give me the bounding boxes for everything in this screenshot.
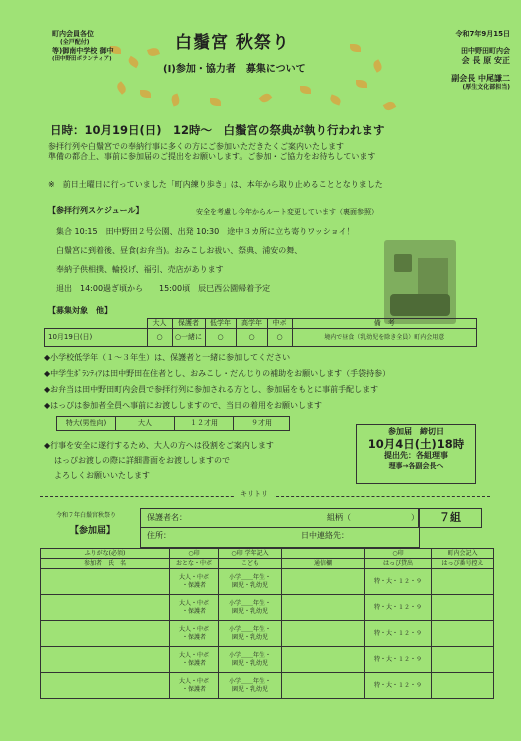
- cut-line-label: キリトリ: [234, 490, 274, 499]
- guardian-label: 保護者名：: [147, 513, 187, 522]
- adult-type-cell[interactable]: 大人・中ボ ・保護者: [170, 673, 219, 699]
- schedule-line: 集合 10:15 田中野田２号公園、出発 10:30 途中３カ所に立ち寄りワッショイ！: [56, 227, 355, 236]
- recruit-heading: 【募集対象 他】: [48, 306, 112, 315]
- closing-line: はっぴお渡しの際に詳細書面をお渡ししますので: [54, 456, 230, 465]
- schedule-line: 退出 14:00過ぎ頃から 15:00頃 辰巳西公園帰着予定: [56, 284, 271, 293]
- table-row: [41, 569, 494, 595]
- adult-type-cell[interactable]: 大人・中ボ ・保護者: [170, 621, 219, 647]
- comment-cell[interactable]: [282, 569, 365, 595]
- child-grade-cell[interactable]: 小学＿＿年生・ 園児・乳幼児: [219, 569, 282, 595]
- happi-size-cell[interactable]: 特・大・１２・９: [365, 673, 432, 699]
- table-row: [41, 621, 494, 647]
- recruit-table: [44, 318, 477, 347]
- name-input-cell[interactable]: [41, 621, 170, 647]
- adult-type-cell[interactable]: 大人・中ボ ・保護者: [170, 569, 219, 595]
- intro-line: 参拝行列や白鬚宮での奉納行事に多くの方にご参加いただきたくご案内いたします: [48, 142, 344, 151]
- size-cell: ９才用: [234, 417, 290, 431]
- organization-name: 田中野田町内会: [461, 47, 510, 56]
- column-header: 参加者 氏 名: [41, 559, 170, 569]
- issuer-block: [410, 30, 510, 91]
- happi-number-cell: [432, 569, 494, 595]
- page-subtitle: (Ⅰ)参加・協力者 募集について: [163, 64, 306, 75]
- column-header: はっぴ貸出: [365, 559, 432, 569]
- column-header: 高学年: [236, 319, 267, 329]
- note-item: ◆お弁当は田中野田町内会員で参拝行列に参加される方とし、参加届をもとに事前手配します: [44, 385, 379, 394]
- comment-cell[interactable]: [282, 673, 365, 699]
- table-row: [41, 647, 494, 673]
- phone-label: 日中連絡先：: [301, 531, 349, 540]
- note-item: ◆はっぴは参加者全員へ事前にお渡ししますので、当日の着用をお願いします: [44, 401, 322, 410]
- column-header: 低学年: [205, 319, 236, 329]
- note-item: ◆中学生ﾎﾞﾗﾝﾃｨｱは田中野田在住者とし、おみこし・だんじりの補助をお願いします（手袋持参）: [44, 369, 391, 378]
- size-cell: 特大(男性向): [57, 417, 116, 431]
- column-header: [282, 549, 365, 559]
- child-grade-cell[interactable]: 小学＿＿年生・ 園児・乳幼児: [219, 621, 282, 647]
- comment-cell[interactable]: [282, 621, 365, 647]
- comment-cell[interactable]: [282, 595, 365, 621]
- page-title: 白鬚宮 秋祭り: [175, 33, 290, 53]
- column-header: ○印: [170, 549, 219, 559]
- column-header: はっぴ番号控え: [432, 559, 494, 569]
- schedule-list: [56, 222, 426, 298]
- size-cell: １２才用: [175, 417, 234, 431]
- schedule-line: 白鬚宮に到着後、昼食(お弁当)。おみこしお祓い、祭典、浦安の舞、: [56, 246, 303, 255]
- table-row: [41, 673, 494, 699]
- deadline-date: 10月4日(土)18時: [367, 437, 465, 452]
- note-item: ◆小学校低学年（１～３年生）は、保護者と一緒に参加してください: [44, 353, 291, 362]
- name-input-cell[interactable]: [41, 595, 170, 621]
- recipients: [52, 30, 132, 63]
- column-header: おとな・中ボ: [170, 559, 219, 569]
- table-cell: ○: [205, 329, 236, 347]
- schedule-heading: 【参拝行列スケジュール】: [48, 206, 144, 215]
- closing-text: [44, 438, 274, 483]
- happi-size-cell[interactable]: 特・大・１２・９: [365, 621, 432, 647]
- column-header: 備 考: [292, 319, 477, 329]
- issue-date: 令和7年9月15日: [455, 30, 510, 38]
- happi-size-cell[interactable]: 特・大・１２・９: [365, 595, 432, 621]
- size-cell: 大人: [116, 417, 175, 431]
- child-grade-cell[interactable]: 小学＿＿年生・ 園児・乳幼児: [219, 673, 282, 699]
- column-header: 通信欄: [282, 559, 365, 569]
- schedule-line: 奉納子供相撲、輪投げ、福引、売店があります: [56, 265, 224, 274]
- schedule-note: 安全を考慮し今年からルート変更しています（裏面参照）: [196, 208, 378, 216]
- happi-number-cell: [432, 621, 494, 647]
- happi-size-cell[interactable]: 特・大・１２・９: [365, 569, 432, 595]
- happi-size-table: [56, 416, 290, 431]
- group-number-box: ７組: [418, 508, 482, 528]
- happi-number-cell: [432, 673, 494, 699]
- name-input-cell[interactable]: [41, 647, 170, 673]
- child-grade-cell[interactable]: 小学＿＿年生・ 園児・乳幼児: [219, 595, 282, 621]
- table-cell: ○: [147, 329, 172, 347]
- table-cell: ○: [267, 329, 292, 347]
- deadline-box: [356, 424, 476, 484]
- intro-line: 準備の都合上、事前に参加届のご提出をお願いします。ご参加・ご協力をお待ちしています: [48, 152, 376, 162]
- notes-list: [44, 350, 390, 414]
- chairman-name: 会 長 原 安正: [461, 56, 510, 66]
- form-event-name: 令和７年白鬚宮秋祭り: [56, 512, 117, 519]
- recipient-line: 町内会員各位: [52, 30, 94, 38]
- table-row: [45, 329, 477, 347]
- happi-number-cell: [432, 647, 494, 673]
- recipient-line: 等)御南中学校 御中: [52, 46, 114, 55]
- child-grade-cell[interactable]: 小学＿＿年生・ 園児・乳幼児: [219, 647, 282, 673]
- column-header: 中ボ: [267, 319, 292, 329]
- vice-chairman-note: (厚生文化部担当): [462, 83, 510, 91]
- column-header: 大人: [147, 319, 172, 329]
- comment-cell[interactable]: [282, 647, 365, 673]
- column-header: 保護者: [172, 319, 205, 329]
- happi-size-cell[interactable]: 特・大・１２・９: [365, 647, 432, 673]
- column-header: こども: [219, 559, 282, 569]
- deadline-submit-to: 提出先：各組理事: [384, 451, 448, 461]
- group-label: 組柄（: [327, 513, 351, 522]
- table-header-row: [45, 319, 477, 329]
- column-header: ○印: [365, 549, 432, 559]
- deadline-route: 理事→各副会長へ: [388, 461, 444, 470]
- column-header: ○印 学年記入: [219, 549, 282, 559]
- table-cell: 10月19日(日): [45, 329, 148, 347]
- table-cell: 境内で昼食（乳幼児を除き全員）町内会用意: [292, 329, 477, 347]
- happi-number-cell: [432, 595, 494, 621]
- recipient-line: (田中野田ボランティア): [52, 55, 112, 62]
- form-title: 【参加届】: [70, 526, 116, 536]
- form-info-box: [140, 508, 420, 548]
- entry-table: [40, 548, 494, 699]
- name-input-cell[interactable]: [41, 673, 170, 699]
- table-cell: ○一緒に: [172, 329, 205, 347]
- address-label: 住所：: [147, 531, 171, 540]
- closing-line: よろしくお願いいたします: [54, 471, 150, 480]
- vice-chairman-name: 副会長 中尾謙二: [451, 73, 510, 83]
- name-input-cell[interactable]: [41, 569, 170, 595]
- closing-line: ◆行事を安全に遂行するため、大人の方へは役割をご案内します: [44, 441, 274, 450]
- recipient-line: (全戸配付): [60, 39, 90, 47]
- event-datetime: 日時：10月19日(日) 12時～ 白鬚宮の祭典が執り行われます: [50, 123, 385, 137]
- table-cell: ○: [236, 329, 267, 347]
- adult-type-cell[interactable]: 大人・中ボ ・保護者: [170, 595, 219, 621]
- festival-photo: [384, 240, 456, 324]
- table-header-row: [41, 559, 494, 569]
- column-header: 町内会記入: [432, 549, 494, 559]
- cancellation-notice: ※ 前日土曜日に行っていました「町内練り歩き」は、本年から取り止めることとなりました: [48, 180, 383, 189]
- intro-text: [48, 142, 375, 163]
- deadline-title: 参加届 締切日: [388, 427, 444, 436]
- adult-type-cell[interactable]: 大人・中ボ ・保護者: [170, 647, 219, 673]
- table-header-row: [41, 549, 494, 559]
- group-close: ）: [411, 513, 419, 522]
- column-header: ふりがな(必須): [41, 549, 170, 559]
- table-row: [41, 595, 494, 621]
